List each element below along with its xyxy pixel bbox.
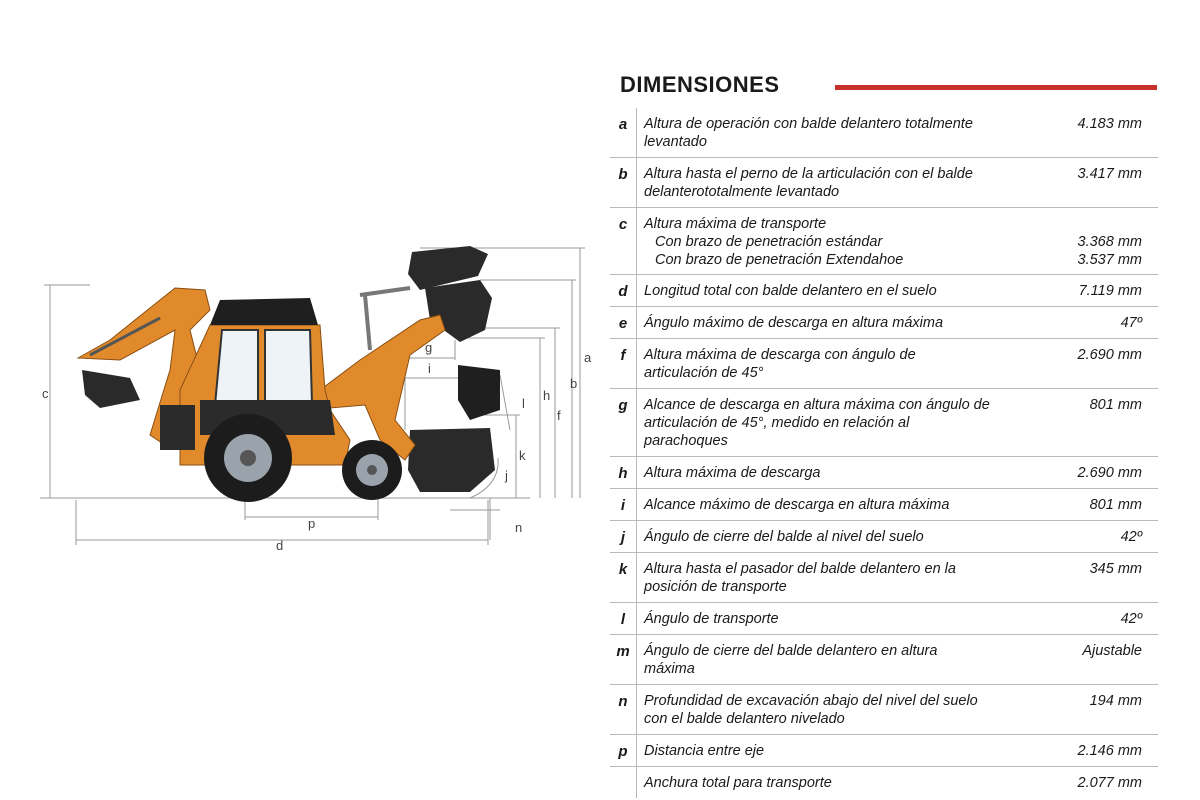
spec-value: 4.183 mm [1077,116,1142,132]
label-l: l [522,396,525,411]
spec-value: 42º [1120,529,1142,545]
spec-letter: n [610,685,637,734]
spec-sub-value: 3.368 mm [1077,234,1142,250]
spec-sub-label: Con brazo de penetración estándar [655,234,883,250]
label-n: n [515,520,523,535]
spec-value: 42º [1120,611,1142,627]
spec-sub-row [637,251,1158,274]
spec-row [610,208,1158,275]
spec-description: Ángulo máximo de descarga en altura máxima [644,315,944,331]
label-i: i [428,361,431,376]
backhoe-dimension-diagram [0,230,610,560]
spec-value: 47º [1120,315,1142,331]
label-f: f [557,408,561,423]
specs-table [610,108,1158,798]
spec-value: 2.146 mm [1077,743,1142,759]
spec-value: 801 mm [1089,497,1142,513]
title-rule [835,85,1157,90]
spec-row [610,307,1158,339]
spec-letter: j [610,521,637,552]
spec-value: 345 mm [1089,561,1142,577]
spec-description: Ángulo de transporte [644,611,779,627]
label-b: b [570,376,578,391]
spec-row [610,275,1158,307]
spec-letter: f [610,339,637,388]
spec-description: Altura máxima de descarga [644,465,821,481]
spec-row [610,108,1158,158]
spec-row [610,603,1158,635]
spec-row [610,339,1158,389]
spec-letter: k [610,553,637,602]
spec-value: 194 mm [1089,693,1142,709]
label-c: c [42,386,49,401]
spec-row [610,158,1158,208]
page-title: DIMENSIONES [620,72,780,97]
spec-row [610,685,1158,735]
spec-sub-value: 3.537 mm [1077,252,1142,268]
spec-row [610,735,1158,767]
spec-description: Altura máxima de transporte [644,216,827,232]
spec-value: 2.690 mm [1077,347,1142,363]
spec-description: Anchura total para transporte [644,775,832,791]
spec-value: 2.077 mm [1077,775,1142,791]
spec-description: Longitud total con balde delantero en el suelo [644,283,937,299]
label-g: g [425,340,433,355]
spec-letter: g [610,389,637,456]
spec-value: 2.690 mm [1077,465,1142,481]
spec-multi [637,208,1158,274]
spec-description: Alcance de descarga en altura máxima con ángulo de articulación de 45°, medido en relación al parachoques [644,397,990,449]
spec-value: Ajustable [1082,643,1142,659]
spec-description: Profundidad de excavación abajo del nivel del suelo con el balde delantero nivelado [644,693,978,727]
spec-value: 7.119 mm [1078,283,1142,299]
label-a: a [584,350,592,365]
spec-description: Ángulo de cierre del balde delantero en altura máxima [644,643,938,677]
spec-letter: d [610,275,637,306]
label-j: j [505,468,508,483]
spec-description: Altura hasta el pasador del balde delantero en la posición de transporte [644,561,956,595]
label-p: p [308,516,316,531]
spec-row [610,389,1158,457]
label-k: k [519,448,526,463]
spec-letter: l [610,603,637,634]
spec-row [610,457,1158,489]
spec-description: Distancia entre eje [644,743,765,759]
spec-description: Altura de operación con balde delantero totalmente levantado [644,116,973,150]
label-d: d [276,538,284,553]
spec-letter: i [610,489,637,520]
spec-letter: h [610,457,637,488]
spec-letter [610,767,637,798]
front-bucket-raised [408,246,500,492]
spec-letter: e [610,307,637,338]
spec-value: 3.417 mm [1077,166,1142,182]
spec-letter: a [610,108,637,157]
spec-sub-label: Con brazo de penetración Extendahoe [655,252,904,268]
spec-letter: c [610,208,637,274]
spec-description: Ángulo de cierre del balde al nivel del suelo [644,529,924,545]
spec-row [610,521,1158,553]
spec-row [610,767,1158,798]
spec-description: Altura máxima de descarga con ángulo de articulación de 45° [644,347,916,381]
spec-description: Altura hasta el perno de la articulación con el balde delanterototalmente levantado [644,166,973,200]
label-h: h [543,388,551,403]
spec-letter: p [610,735,637,766]
spec-letter: m [610,635,637,684]
spec-row [610,553,1158,603]
spec-letter: b [610,158,637,207]
spec-value: 801 mm [1089,397,1142,413]
spec-row [610,635,1158,685]
spec-row [610,489,1158,521]
spec-sub-row [637,233,1158,251]
spec-description: Alcance máximo de descarga en altura máxima [644,497,950,513]
